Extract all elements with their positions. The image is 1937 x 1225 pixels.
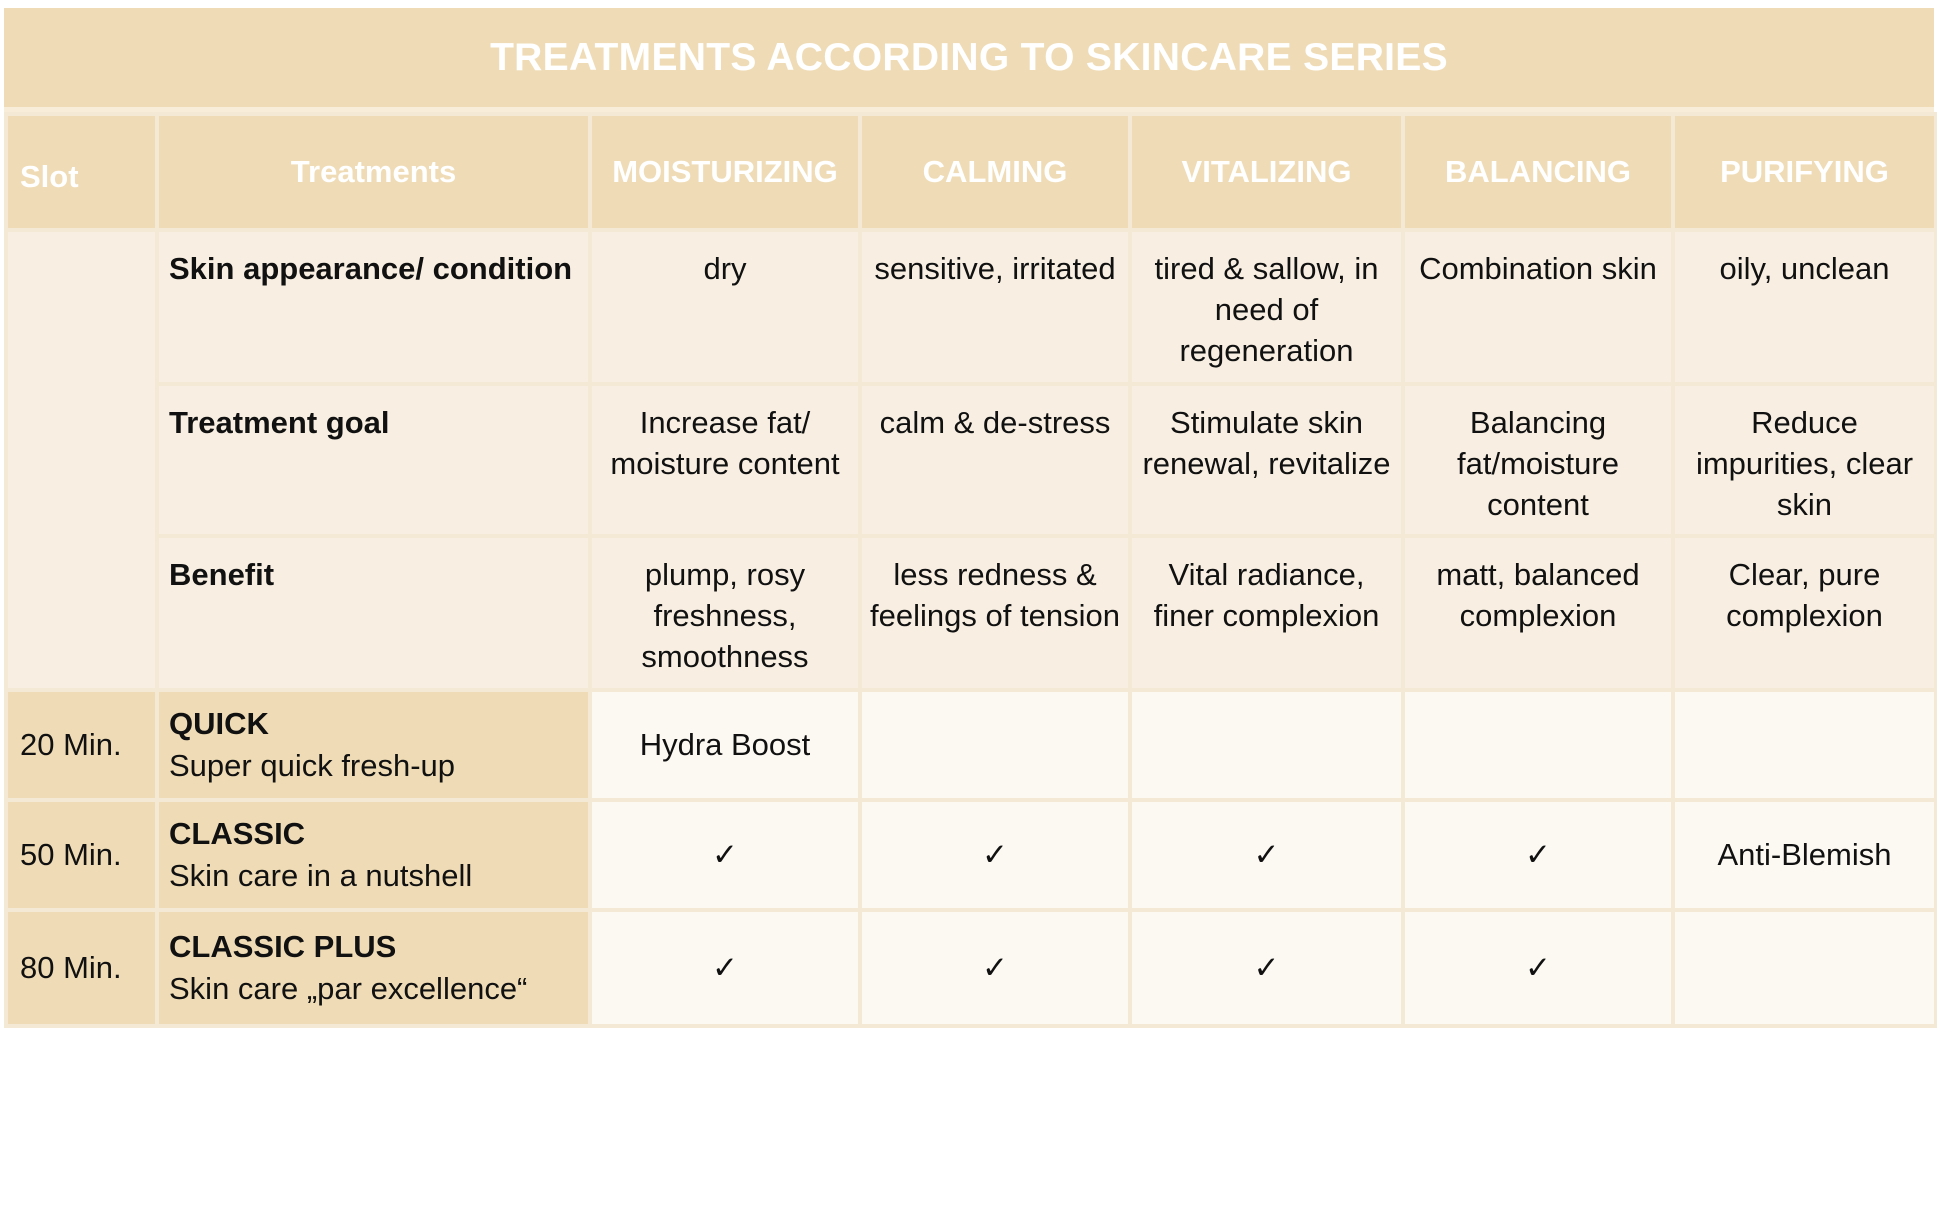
package-name-cell — [157, 910, 590, 1026]
package-name: CLASSIC PLUS — [169, 929, 397, 964]
info-row-benefit — [6, 536, 1936, 690]
checkmark-icon: ✓ — [1403, 910, 1673, 1026]
package-name-cell — [157, 690, 590, 800]
table-cell: Vital radiance, finer complexion — [1130, 536, 1403, 690]
checkmark-icon: ✓ — [860, 910, 1130, 1026]
table-cell: tired & sallow, in need of regeneration — [1130, 230, 1403, 384]
header-balancing: BALANCING — [1403, 114, 1673, 230]
table-cell — [1673, 690, 1936, 800]
header-row — [6, 114, 1936, 230]
table-cell: Balancing fat/moisture content — [1403, 384, 1673, 536]
row-label: Skin appearance/ condition — [157, 230, 590, 384]
table-cell: Increase fat/ moisture content — [590, 384, 860, 536]
package-name: CLASSIC — [169, 816, 306, 851]
row-label: Treatment goal — [157, 384, 590, 536]
checkmark-icon: ✓ — [1130, 800, 1403, 910]
treatment-table-container — [4, 8, 1934, 1028]
header-treatments: Treatments — [157, 114, 590, 230]
table-cell: dry — [590, 230, 860, 384]
package-description: Super quick fresh-up — [169, 748, 456, 783]
table-cell: Hydra Boost — [590, 690, 860, 800]
slot-duration: 50 Min. — [6, 800, 157, 910]
table-cell: less redness & feelings of tension — [860, 536, 1130, 690]
table-cell: oily, unclean — [1673, 230, 1936, 384]
package-row-classic — [6, 800, 1936, 910]
checkmark-icon: ✓ — [590, 800, 860, 910]
package-description: Skin care „par excellence“ — [169, 971, 528, 1006]
package-description: Skin care in a nutshell — [169, 858, 473, 893]
table-cell: plump, rosy freshness, smoothness — [590, 536, 860, 690]
checkmark-icon: ✓ — [860, 800, 1130, 910]
info-row-treatment-goal — [6, 384, 1936, 536]
package-row-quick — [6, 690, 1936, 800]
table-cell: Stimulate skin renewal, revitalize — [1130, 384, 1403, 536]
header-calming: CALMING — [860, 114, 1130, 230]
checkmark-icon: ✓ — [590, 910, 860, 1026]
table-cell — [1403, 690, 1673, 800]
table-cell: Reduce impurities, clear skin — [1673, 384, 1936, 536]
package-name-cell — [157, 800, 590, 910]
package-name: QUICK — [169, 706, 269, 741]
header-moisturizing: MOISTURIZING — [590, 114, 860, 230]
slot-empty-cell — [6, 230, 157, 690]
table-cell: Anti-Blemish — [1673, 800, 1936, 910]
slot-duration: 20 Min. — [6, 690, 157, 800]
table-cell — [1673, 910, 1936, 1026]
header-purifying: PURIFYING — [1673, 114, 1936, 230]
header-vitalizing: VITALIZING — [1130, 114, 1403, 230]
table-title: TREATMENTS ACCORDING TO SKINCARE SERIES — [4, 8, 1934, 112]
table-cell: sensitive, irritated — [860, 230, 1130, 384]
table-cell: calm & de-stress — [860, 384, 1130, 536]
package-row-classic-plus — [6, 910, 1936, 1026]
checkmark-icon: ✓ — [1403, 800, 1673, 910]
header-slot: Slot — [6, 114, 157, 230]
slot-duration: 80 Min. — [6, 910, 157, 1026]
checkmark-icon: ✓ — [1130, 910, 1403, 1026]
table-cell — [1130, 690, 1403, 800]
table-cell — [860, 690, 1130, 800]
table-cell: Clear, pure complexion — [1673, 536, 1936, 690]
row-label: Benefit — [157, 536, 590, 690]
table-cell: matt, balanced complexion — [1403, 536, 1673, 690]
treatment-table — [4, 112, 1937, 1028]
table-cell: Combination skin — [1403, 230, 1673, 384]
info-row-skin-appearance — [6, 230, 1936, 384]
